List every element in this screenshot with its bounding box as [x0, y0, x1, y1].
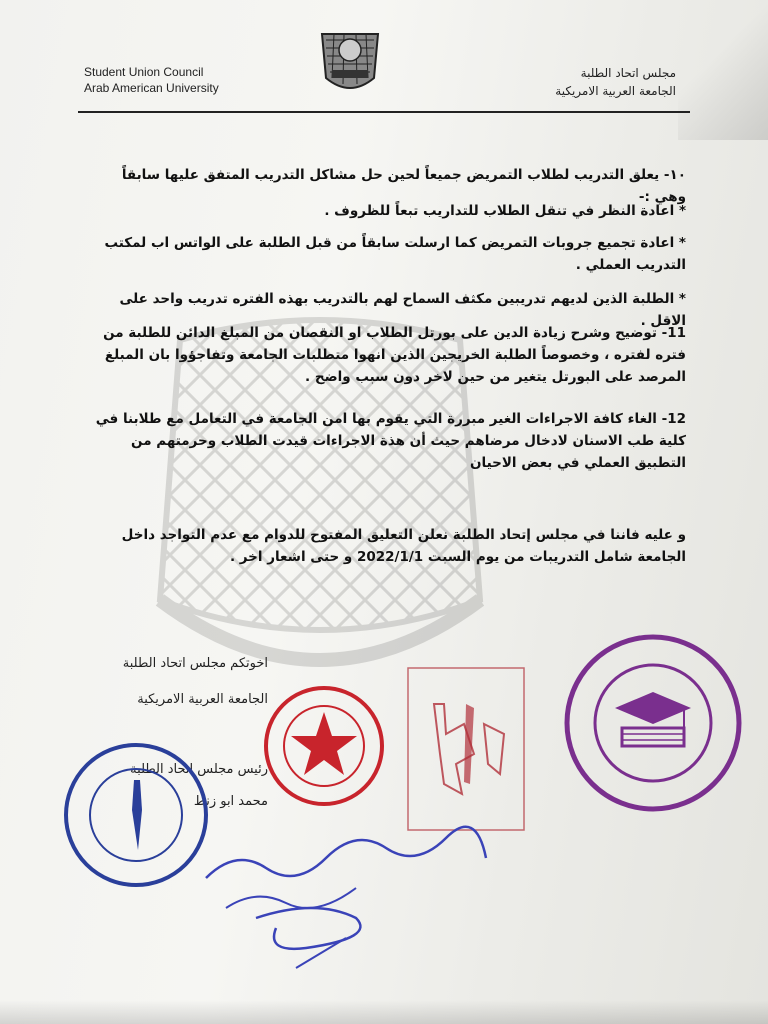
bullet-intensive-training: * الطلبة الذين لديهم تدريبين مكثف السماح لهم بالتدريب بهذه الفتره تدريب واحد على الاقل . [119, 291, 686, 329]
header-arabic-line1: مجلس اتحاد الطلبة [580, 66, 676, 80]
bullet-transport: * اعادة النظر في تنقل الطلاب للتداريب تبعاً للظروف . [324, 203, 686, 219]
paragraph-item-10: ١٠- يعلق التدريب لطلاب التمريض جميعاً لحين حل مشاكل التدريب المتفق عليها سابقاً وهي :- [121, 167, 686, 205]
front-stamp [404, 664, 528, 834]
paragraph-item-11: 11- توضيح وشرح زيادة الدين على بورتل الطلاب او النقصان من المبلغ الدائن للطلبة من فتره لفتره ، وخصوصاً الطلبة الخريجين الذين انهوا متطلبات الجامعة وتفاجؤوا بان المبلغ المرصد على البورتل يتغير من حين لاخر دون سبب واضح . [103, 325, 686, 385]
header-arabic-line2: الجامعة العربية الامريكية [555, 84, 676, 98]
paragraph-item-12: 12- الغاء كافة الاجراءات الغير مبررة التي يقوم بها امن الجامعة في التعامل مع طلابنا في كلية طب الاسنان لادخال مرضاهم حيث أن هذة الاجراءات قيدت الطلاب وحرمتهم من التطبيق العملي في بعض الاحيان [95, 411, 686, 471]
header-english [84, 64, 219, 96]
paper-fold [678, 0, 768, 140]
signoff-line4: محمد ابو زنط [193, 794, 268, 809]
header-english-line2: Arab American University [84, 81, 219, 95]
bullet-groups: * اعادة تجميع جروبات التمريض كما ارسلت سابقاً من قبل الطلبة على الواتس اب لمكتب التدريب العملي . [104, 235, 686, 273]
initiative-stamp [560, 630, 746, 816]
paragraph-announcement: و عليه فاننا في مجلس إتحاد الطلبة نعلن التعليق المفتوح للدوام مع عدم التواجد داخل الجامعة شامل التدريبات من يوم السبت 2022/1/1 و حتى اشعار اخر . [121, 527, 686, 565]
unity-bloc-stamp [262, 684, 386, 808]
signoff-line1: اخوتكم مجلس اتحاد الطلبة [122, 656, 268, 671]
student-council-stamp [56, 740, 216, 890]
handwritten-signature [196, 818, 496, 978]
page-bottom-shadow [0, 1000, 768, 1024]
header-english-line1: Student Union Council [84, 65, 204, 79]
header-arabic [555, 64, 676, 100]
signoff-line3: رئيس مجلس اتحاد الطلبة [130, 762, 268, 777]
signoff-line2: الجامعة العربية الامريكية [137, 692, 268, 707]
header-divider [78, 111, 690, 113]
union-logo-icon [318, 28, 382, 98]
